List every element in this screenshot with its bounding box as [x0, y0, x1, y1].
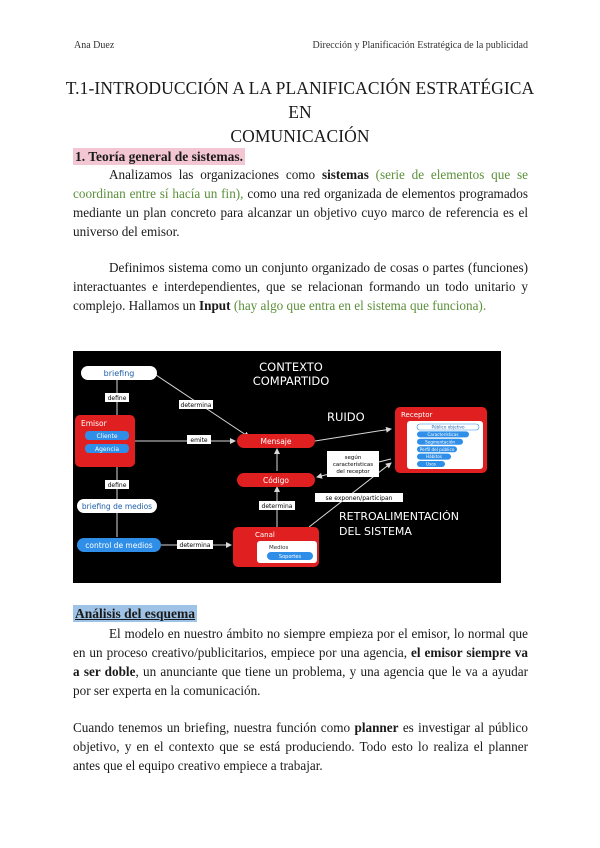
connector-mensaje-receptor: [315, 429, 391, 441]
bold-term-input: Input: [199, 298, 231, 313]
context-title-line2: COMPARTIDO: [252, 374, 330, 388]
edge-label-define-2: define: [107, 482, 127, 489]
paragraph-planner-role: [73, 718, 528, 775]
edge-label-segun-1: según: [344, 455, 362, 461]
edge-label-segun-3: del receptor: [336, 469, 370, 475]
title-line-2: COMUNICACIÓN: [230, 126, 370, 146]
codigo-label: Código: [262, 476, 290, 485]
emisor-client-label: Cliente: [96, 433, 118, 440]
emisor-label: Emisor: [81, 419, 107, 428]
receptor-item-label: Hábitos: [426, 454, 442, 460]
header-course: Dirección y Planificación Estratégica de la publicidad: [312, 40, 528, 51]
text-run: Cuando tenemos un briefing, nuestra función como: [73, 720, 355, 735]
receptor-item-label: Perfil del público: [419, 446, 455, 452]
text-run: El modelo en nuestro ámbito no siempre empieza por el emisor, lo normal que en un proceso creativo/publicitarios, empiece por una agencia,: [73, 626, 528, 660]
edge-label-determina-2: determina: [261, 503, 293, 510]
mensaje-label: Mensaje: [260, 437, 292, 446]
text-run: Definimos sistema como un conjunto organizado de cosas o partes (funciones) interactuantes e interdependientes, que se relacionan formando un todo unitario y complejo. Hallamos un: [73, 260, 528, 313]
bold-term-sistemas: sistemas: [321, 167, 369, 182]
noise-label: RUIDO: [327, 410, 365, 424]
emisor-agency-label: Agencia: [94, 446, 120, 453]
edge-label-define-1: define: [107, 395, 127, 402]
green-note: (serie de elementos que se coordinan entre sí hacía un fin),: [73, 167, 528, 201]
section-heading-systems: 1. Teoría general de sistemas.: [75, 149, 243, 164]
paragraph-model-analysis: [73, 624, 528, 700]
text-run: , un anunciante que tiene un problema, y una agencia que le va a ayudar por ser experta en la comunicación.: [73, 664, 528, 698]
section-heading-analysis: Análisis del esquema: [75, 606, 196, 621]
communication-system-diagram: [73, 351, 501, 583]
feedback-title-line2: DEL SISTEMA: [339, 525, 412, 538]
edge-label-determina-3: determina: [179, 542, 211, 549]
receptor-item-label: Público objetivo: [431, 424, 465, 430]
paragraph-system-definition: [73, 258, 528, 315]
text-run: Analizamos las organizaciones como: [109, 167, 322, 182]
edge-label-determina-1: determina: [180, 402, 212, 409]
control-medios-label: control de medios: [85, 541, 153, 550]
bold-term-planner: planner: [354, 720, 399, 735]
receptor-label: Receptor: [401, 411, 433, 419]
receptor-item-label: Características: [427, 432, 459, 437]
receptor-item-label: Usos: [426, 461, 436, 467]
canal-soportes-label: Soportes: [278, 554, 302, 560]
edge-label-segun-2: características: [332, 462, 374, 468]
briefing-medios-label: briefing de medios: [81, 502, 153, 511]
header-author: Ana Duez: [74, 40, 115, 51]
text-run: es investigar al público objetivo, y en el contexto que se está produciendo. Todo esto lo realiza el planner antes que el equipo creativo empiece a trabajar.: [73, 720, 529, 773]
feedback-title-line1: RETROALIMENTACIÓN: [339, 510, 459, 523]
receptor-item-label: Segmentación: [424, 439, 456, 445]
bold-emisor-doble: el emisor siempre va a ser doble: [73, 645, 528, 679]
text-run: como una red organizada de elementos programados mediante un plan concreto para alcanzar un objetivo cuyo marco de referencia es el universo del emisor.: [73, 186, 528, 239]
page-title: [60, 76, 540, 148]
context-title-line1: CONTEXTO: [259, 360, 323, 374]
title-line-1: T.1-INTRODUCCIÓN A LA PLANIFICACIÓN ESTRATÉGICA EN: [65, 78, 535, 122]
paragraph-organizations: [73, 165, 528, 241]
canal-medios-label: Medios: [269, 545, 289, 551]
canal-label: Canal: [255, 531, 275, 539]
edge-label-emite: emite: [190, 437, 208, 444]
green-note: (hay algo que entra en el sistema que funciona).: [230, 298, 487, 313]
briefing-label: briefing: [103, 369, 135, 378]
edge-label-exponen: se exponen/participan: [325, 495, 393, 502]
